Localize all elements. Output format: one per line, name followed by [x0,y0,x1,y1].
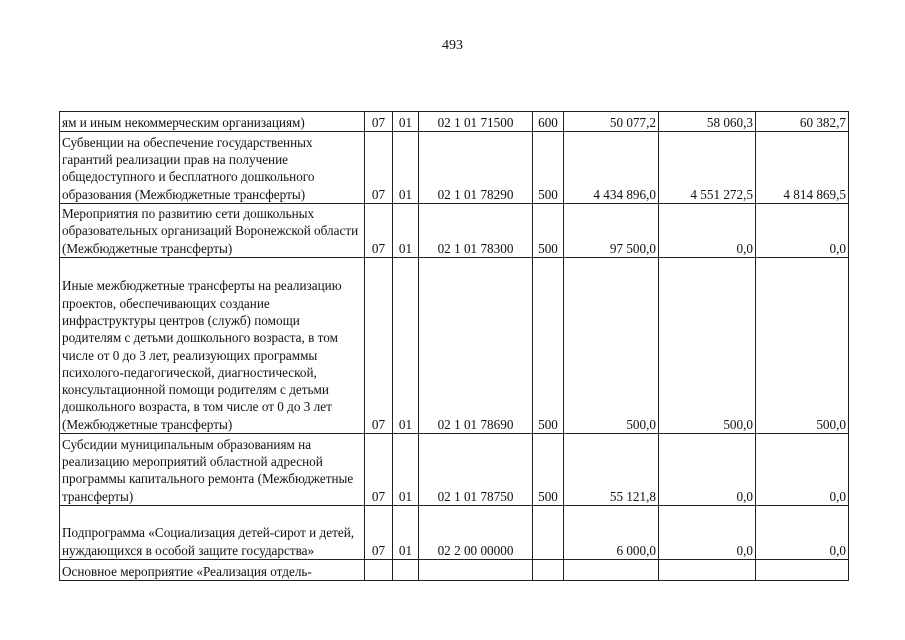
row-name: Основное мероприятие «Реализация отдель- [60,560,365,581]
expense-type-code: 500 [533,258,564,434]
subsection-code: 01 [393,434,419,506]
section-code: 07 [365,434,393,506]
expense-type-code [533,506,564,560]
page-number: 493 [442,38,463,53]
target-article-code [419,560,533,581]
table-row [60,506,849,560]
row-name: Мероприятия по развитию сети дошкольных образовательных организаций Воронежской области (Межбюджетные трансферты) [60,204,365,258]
amount-year-2: 58 060,3 [659,112,756,132]
row-name: Субвенции на обеспечение государственных гарантий реализации прав на получение общедоступного и бесплатного дошкольного образования (Межбюджетные трансферты) [60,132,365,204]
table-row [60,258,849,434]
target-article-code: 02 1 01 71500 [419,112,533,132]
subsection-code: 01 [393,506,419,560]
section-code: 07 [365,132,393,204]
table-row [60,560,849,581]
amount-year-1: 97 500,0 [564,204,659,258]
subsection-code: 01 [393,112,419,132]
target-article-code: 02 1 01 78750 [419,434,533,506]
row-name: ям и иным некоммерческим организациям) [60,112,365,132]
expense-type-code: 500 [533,204,564,258]
section-code [365,560,393,581]
amount-year-2: 500,0 [659,258,756,434]
subsection-code: 01 [393,204,419,258]
section-code: 07 [365,258,393,434]
target-article-code: 02 1 01 78690 [419,258,533,434]
subsection-code [393,560,419,581]
amount-year-3: 0,0 [756,506,849,560]
target-article-code: 02 1 01 78300 [419,204,533,258]
expense-type-code: 500 [533,132,564,204]
budget-table [59,111,849,581]
row-name: Субсидии муниципальным образованиям на реализацию мероприятий областной адресной программы капитального ремонта (Межбюджетные трансферты) [60,434,365,506]
amount-year-1: 500,0 [564,258,659,434]
amount-year-1: 55 121,8 [564,434,659,506]
amount-year-2: 0,0 [659,434,756,506]
row-name: Иные межбюджетные трансферты на реализацию проектов, обеспечивающих создание инфраструктуры центров (служб) помощи родителям с детьми дошкольного возраста, в том числе от 0 до 3 лет, реализующих программы психолого-педагогической, диагностической, консультационной помощи родителям с детьми дошкольного возраста, в том числе от 0 до 3 лет (Межбюджетные трансферты) [60,258,365,434]
amount-year-1 [564,560,659,581]
amount-year-3: 0,0 [756,434,849,506]
expense-type-code [533,560,564,581]
table-row [60,434,849,506]
target-article-code: 02 1 01 78290 [419,132,533,204]
amount-year-3: 500,0 [756,258,849,434]
amount-year-2 [659,560,756,581]
amount-year-2: 0,0 [659,204,756,258]
row-name: Подпрограмма «Социализация детей-сирот и детей, нуждающихся в особой защите государства» [60,506,365,560]
amount-year-1: 50 077,2 [564,112,659,132]
section-code: 07 [365,506,393,560]
amount-year-2: 0,0 [659,506,756,560]
amount-year-3 [756,560,849,581]
amount-year-1: 4 434 896,0 [564,132,659,204]
section-code: 07 [365,204,393,258]
amount-year-2: 4 551 272,5 [659,132,756,204]
target-article-code: 02 2 00 00000 [419,506,533,560]
expense-type-code: 500 [533,434,564,506]
expense-type-code: 600 [533,112,564,132]
amount-year-1: 6 000,0 [564,506,659,560]
subsection-code: 01 [393,258,419,434]
amount-year-3: 60 382,7 [756,112,849,132]
amount-year-3: 4 814 869,5 [756,132,849,204]
amount-year-3: 0,0 [756,204,849,258]
section-code: 07 [365,112,393,132]
subsection-code: 01 [393,132,419,204]
table-row [60,112,849,132]
table-row [60,132,849,204]
table-row [60,204,849,258]
